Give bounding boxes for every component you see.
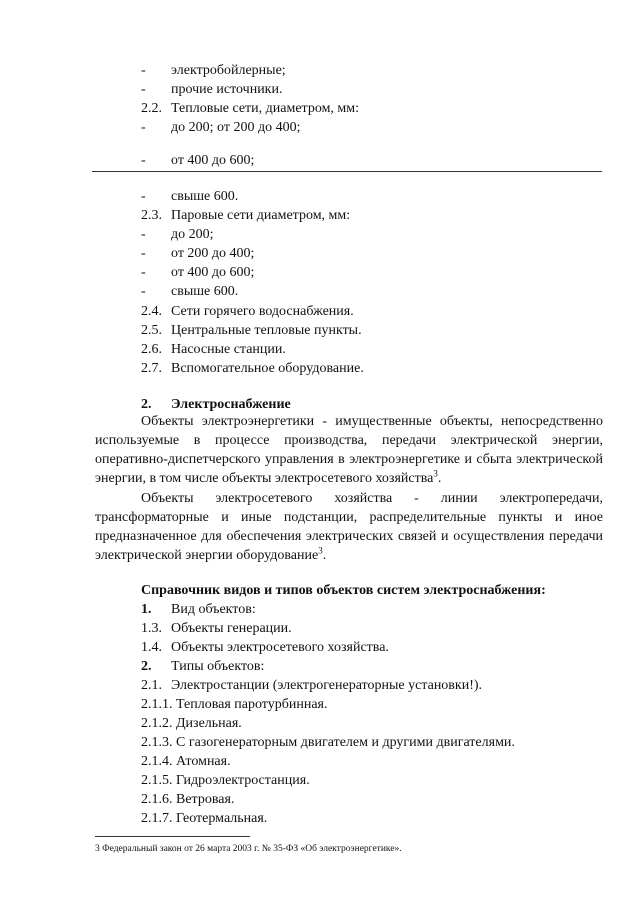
list-text: Вид объектов: <box>171 602 256 617</box>
section-number: 2. <box>141 397 152 412</box>
list-marker: 2.7. <box>141 361 162 376</box>
footnote: 3 Федеральный закон от 26 марта 2003 г. № 35-ФЗ «Об электроэнергетике». <box>95 844 402 854</box>
list-text: Тепловые сети, диаметром, мм: <box>171 101 360 116</box>
list-item <box>141 734 515 752</box>
list-marker: 1.3. <box>141 621 162 636</box>
list-text: Геотермальная. <box>176 811 268 826</box>
list-marker: - <box>141 227 146 242</box>
list-text: Электростанции (электрогенераторные установки!). <box>171 678 483 693</box>
list-item <box>141 791 234 809</box>
list-marker: 2.1.6. <box>141 792 173 807</box>
list-marker: 2.1.1. <box>141 697 173 712</box>
list-text: Тепловая паротурбинная. <box>176 697 328 712</box>
list-text: до 200; от 200 до 400; <box>171 120 301 135</box>
list-text: Центральные тепловые пункты. <box>171 323 362 338</box>
list-item <box>141 715 242 733</box>
list-text: Насосные станции. <box>171 342 286 357</box>
list-item <box>141 810 267 828</box>
list-item <box>141 772 310 790</box>
list-text: Атомная. <box>176 754 231 769</box>
paragraph <box>95 412 603 488</box>
list-marker: 1.4. <box>141 640 162 655</box>
list-marker: - <box>141 189 146 204</box>
list-marker: 2.1. <box>141 678 162 693</box>
list-marker: 2.1.5. <box>141 773 173 788</box>
list-marker: - <box>141 246 146 261</box>
list-marker: - <box>141 284 146 299</box>
list-marker: 2.1.2. <box>141 716 173 731</box>
list-marker: - <box>141 153 146 168</box>
list-text: Типы объектов: <box>171 659 265 674</box>
list-marker: - <box>141 265 146 280</box>
list-text: Объекты электросетевого хозяйства. <box>171 640 389 655</box>
list-item <box>141 696 328 714</box>
list-marker: 2.1.7. <box>141 811 173 826</box>
list-marker: 2.3. <box>141 208 162 223</box>
list-marker: - <box>141 63 146 78</box>
list-text: Дизельная. <box>176 716 242 731</box>
list-text: Объекты генерации. <box>171 621 292 636</box>
list-text: Паровые сети диаметром, мм: <box>171 208 351 223</box>
list-marker: 2.1.3. <box>141 735 173 750</box>
list-text: прочие источники. <box>171 82 283 97</box>
list-marker: 1. <box>141 602 152 617</box>
list-marker: - <box>141 120 146 135</box>
list-text: свыше 600. <box>171 284 239 299</box>
list-text: С газогенераторным двигателем и другими двигателями. <box>176 735 515 750</box>
list-text: свыше 600. <box>171 189 239 204</box>
paragraph-end: . <box>322 548 327 563</box>
list-marker: - <box>141 82 146 97</box>
list-marker: 2.2. <box>141 101 162 116</box>
list-marker: 2.6. <box>141 342 162 357</box>
list-text: от 400 до 600; <box>171 153 255 168</box>
list-marker: 2.5. <box>141 323 162 338</box>
paragraph-end: . <box>437 471 442 486</box>
paragraph-text: Объекты электроэнергетики - имущественные объекты, непосредственно используемые в процессе производства, передачи электрической энергии, оперативно-диспетчерского управления в электроэнергетике и сбыта электрической энергии, в том числе объекты электросетевого хозяйства <box>95 414 603 486</box>
footnote-ref: 3 <box>433 468 438 479</box>
page-break-divider <box>92 171 602 172</box>
reference-heading: Справочник видов и типов объектов систем электроснабжения: <box>141 583 546 598</box>
list-text: до 200; <box>171 227 214 242</box>
list-item <box>141 753 231 771</box>
list-text: Ветровая. <box>176 792 235 807</box>
list-text: Гидроэлектростанция. <box>176 773 310 788</box>
list-text: Сети горячего водоснабжения. <box>171 304 354 319</box>
list-marker: 2. <box>141 659 152 674</box>
footnote-divider <box>95 836 250 837</box>
footnote-ref: 3 <box>318 545 323 556</box>
list-marker: 2.4. <box>141 304 162 319</box>
list-marker: 2.1.4. <box>141 754 173 769</box>
list-text: от 400 до 600; <box>171 265 255 280</box>
section-title: Электроснабжение <box>171 397 291 412</box>
list-text: от 200 до 400; <box>171 246 255 261</box>
paragraph <box>95 489 603 565</box>
list-text: Вспомогательное оборудование. <box>171 361 364 376</box>
paragraph-text: Объекты электросетевого хозяйства - линии электропередачи, трансформаторные и иные подстанции, распределительные пункты и иное предназначенное для обеспечения электрических связей и осуществления передачи электрической энергии оборудование <box>95 491 603 563</box>
list-text: электробойлерные; <box>171 63 286 78</box>
